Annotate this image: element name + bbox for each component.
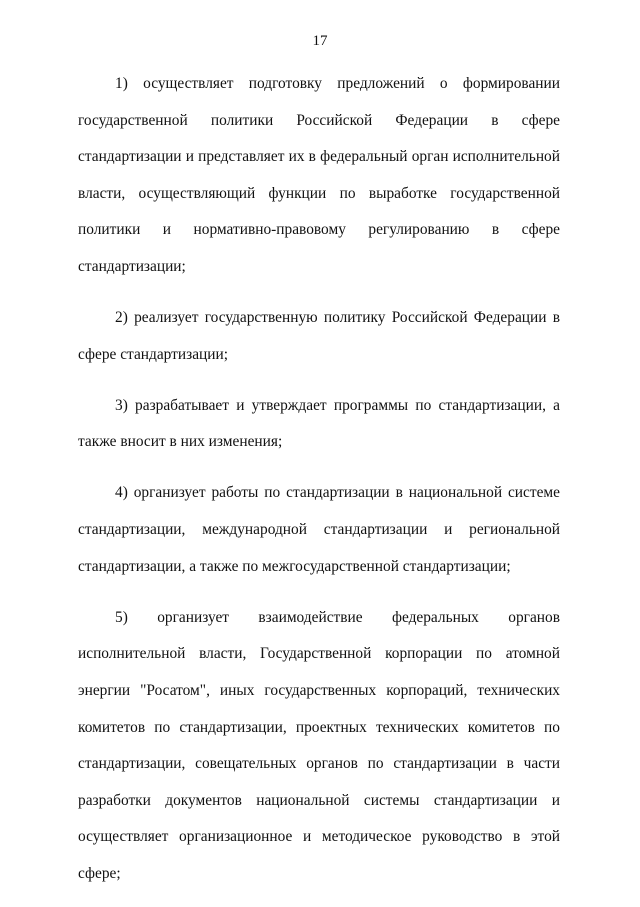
list-item-2: 2) реализует государственную политику Российской Федерации в сфере стандартизации; — [78, 309, 560, 363]
list-item-5: 5) организует взаимодействие федеральных органов исполнительной власти, Государственной корпорации по атомной энергии "Росатом", иных государственных корпораций, технических комитетов по стандартизации, проектных технических комитетов по стандартизации, совещательных органов по стандартизации в части разработки документов национальной системы стандартизации и осуществляет организационное и методическое руководство в этой сфере; — [78, 608, 560, 882]
list-item-1: 1) осуществляет подготовку предложений о формировании государственной политики Российской Федерации в сфере стандартизации и представляет их в федеральный орган исполнительной власти, осуществляющий функции по выработке государственной политики и нормативно-правовому регулированию в сфере стандартизации; — [78, 75, 560, 275]
document-body — [78, 66, 560, 907]
list-item-3: 3) разрабатывает и утверждает программы по стандартизации, а также вносит в них изменения; — [78, 396, 560, 451]
list-item-4: 4) организует работы по стандартизации в национальной системе стандартизации, международной стандартизации и региональной стандартизации, а также по межгосударственной стандартизации; — [78, 484, 560, 575]
page-number: 17 — [312, 33, 328, 49]
